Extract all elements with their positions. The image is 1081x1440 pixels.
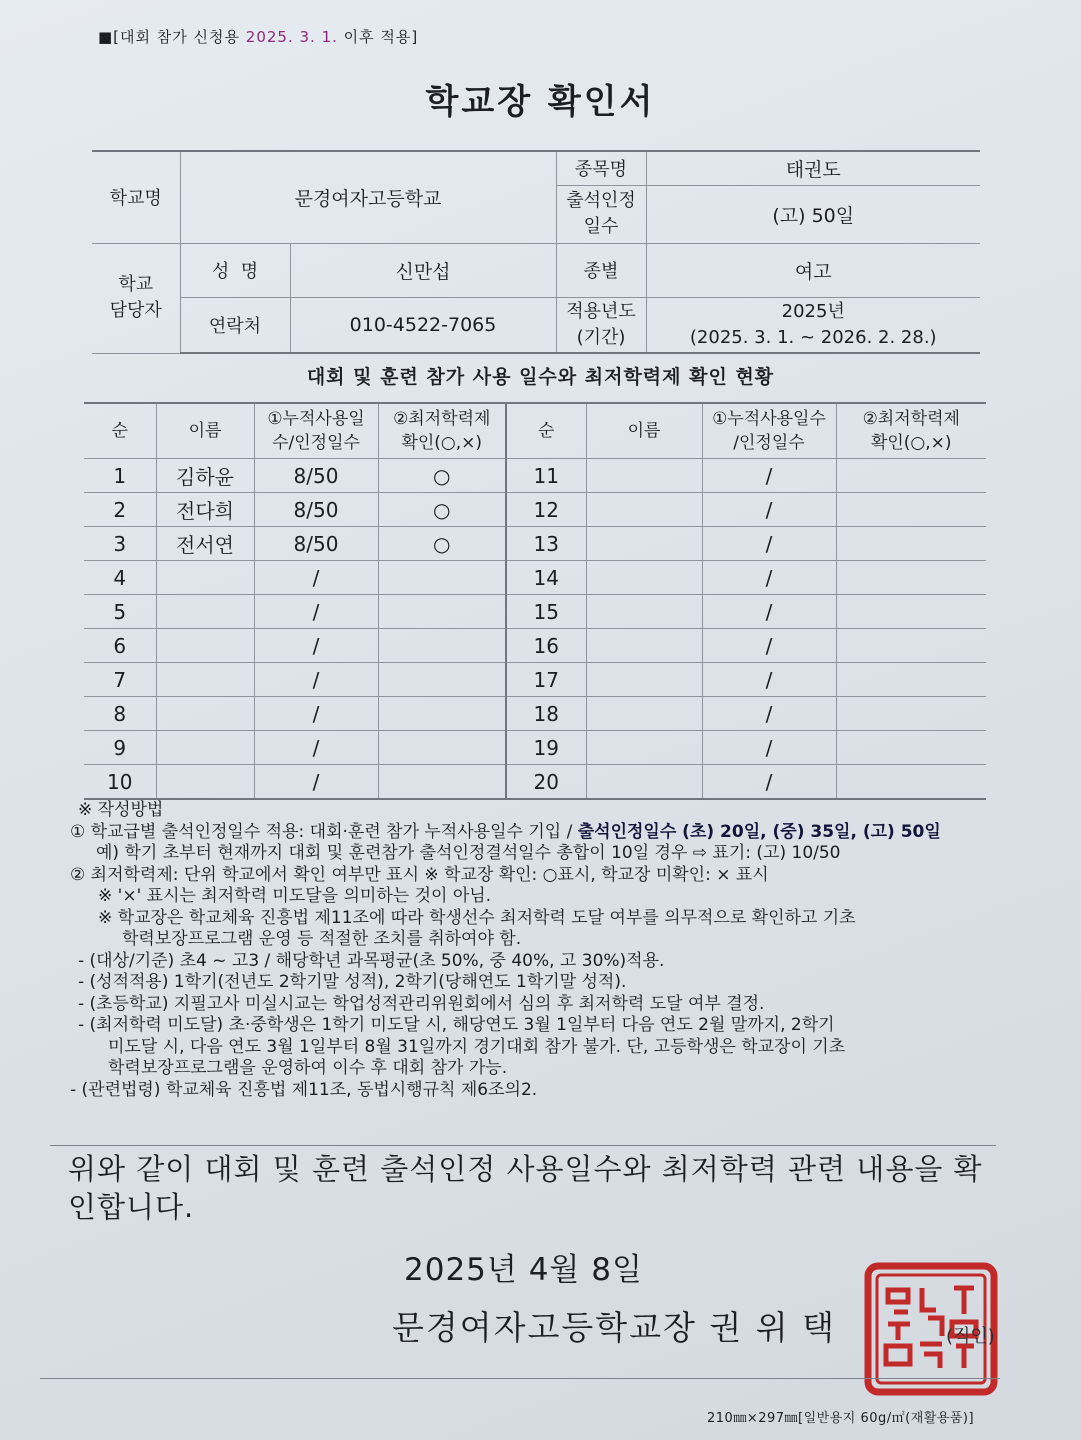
- type-label: 종별: [556, 243, 646, 297]
- row-check: ○: [378, 527, 506, 561]
- page-title: 학교장 확인서: [425, 82, 656, 122]
- row-name-2: [586, 663, 702, 697]
- roster-subtitle: 대회 및 훈련 참가 사용 일수와 최저학력제 확인 현황: [306, 366, 775, 388]
- days-value: (고) 50일: [646, 185, 980, 243]
- row-no-2: 15: [506, 595, 586, 629]
- roster-header-row: [84, 403, 986, 459]
- instruction-2: ② 최저학력제: 단위 학교에서 확인 여부만 표시 ※ 학교장 확인: ○표시, 학교장 미확인: × 표시: [70, 864, 769, 885]
- type-value: 여고: [646, 243, 980, 297]
- name-label: 성 명: [180, 243, 290, 297]
- row-no-2: 11: [506, 459, 586, 493]
- event-label: 종목명: [556, 151, 646, 185]
- header-name: 이름: [156, 403, 254, 459]
- table-row: [84, 765, 986, 800]
- row-no-2: 12: [506, 493, 586, 527]
- row-name-2: [586, 765, 702, 800]
- usage-note: [98, 26, 418, 47]
- detail-grades: - (성적적용) 1학기(전년도 2학기말 성적), 2학기(당해연도 1학기말 성적).: [78, 972, 627, 992]
- contact-label: 연락처: [180, 297, 290, 353]
- row-name: [156, 697, 254, 731]
- row-days: 8/50: [254, 459, 378, 493]
- paper-spec: 210㎜×297㎜[일반용지 60g/㎡(재활용품)]: [707, 1411, 975, 1426]
- contact-value: 010-4522-7065: [290, 297, 556, 353]
- manager-label: 학교 담당자: [92, 243, 180, 353]
- row-name: [156, 595, 254, 629]
- school-label: 학교명: [92, 151, 180, 243]
- row-check: [378, 595, 506, 629]
- row-days: /: [254, 765, 378, 800]
- row-name-2: [586, 459, 702, 493]
- instruction-1-example: 예) 학기 초부터 현재까지 대회 및 훈련참가 출석인정결석일수 총합이 10일 경우 ⇨ 표기: (고) 10/50: [96, 843, 841, 863]
- row-days-2: /: [702, 493, 836, 527]
- instruction-2-note-a: ※ '×' 표시는 최저학력 미도달을 의미하는 것이 아님.: [98, 886, 492, 906]
- row-name: [156, 629, 254, 663]
- row-no-2: 19: [506, 731, 586, 765]
- row-days: /: [254, 697, 378, 731]
- row-check: [378, 697, 506, 731]
- row-name: [156, 663, 254, 697]
- row-check-2: [836, 765, 986, 800]
- row-no: 2: [84, 493, 156, 527]
- row-name: [156, 561, 254, 595]
- header-days-2: ①누적사용일수 /인정일수: [702, 403, 836, 459]
- note-suffix: 이후 적용]: [343, 28, 419, 46]
- event-value: 태권도: [646, 151, 980, 185]
- bottom-divider: [40, 1378, 1000, 1379]
- row-no: 3: [84, 527, 156, 561]
- instructions: [70, 800, 1000, 1101]
- note-prefix: ■[대회 참가 신청용: [98, 28, 240, 46]
- row-no: 5: [84, 595, 156, 629]
- row-check: [378, 731, 506, 765]
- header-name-2: 이름: [586, 403, 702, 459]
- row-no: 1: [84, 459, 156, 493]
- row-no: 7: [84, 663, 156, 697]
- table-row: [84, 493, 986, 527]
- row-no: 4: [84, 561, 156, 595]
- header-check-2: ②최저학력제 확인(○,×): [836, 403, 986, 459]
- row-check: ○: [378, 459, 506, 493]
- row-no-2: 20: [506, 765, 586, 800]
- row-days: /: [254, 629, 378, 663]
- year-cell: [646, 297, 980, 353]
- row-check: [378, 629, 506, 663]
- signature-date: 2025년 4월 8일: [404, 1252, 643, 1288]
- row-no: 10: [84, 765, 156, 800]
- header-days: ①누적사용일 수/인정일수: [254, 403, 378, 459]
- row-check-2: [836, 561, 986, 595]
- row-no: 9: [84, 731, 156, 765]
- header-no-2: 순: [506, 403, 586, 459]
- instruction-1: [70, 822, 1000, 844]
- row-days: /: [254, 595, 378, 629]
- row-name: [156, 731, 254, 765]
- row-no-2: 16: [506, 629, 586, 663]
- period-value: (2025. 3. 1. ~ 2026. 2. 28.): [689, 326, 937, 348]
- row-name: 전다희: [156, 493, 254, 527]
- row-check-2: [836, 731, 986, 765]
- table-row: [84, 629, 986, 663]
- instruction-1-text: ① 학교급별 출석인정일수 적용: 대회·훈련 참가 누적사용일수 기입 /: [70, 821, 578, 842]
- divider: [50, 1145, 996, 1146]
- row-days-2: /: [702, 697, 836, 731]
- row-no-2: 17: [506, 663, 586, 697]
- row-check-2: [836, 493, 986, 527]
- row-no-2: 14: [506, 561, 586, 595]
- detail-below-minimum-cont2: 학력보장프로그램을 운영하여 이수 후 대회 참가 가능.: [108, 1058, 508, 1078]
- school-info-table: [92, 150, 980, 354]
- instructions-heading: ※ 작성방법: [78, 800, 164, 820]
- row-no: 8: [84, 697, 156, 731]
- row-days-2: /: [702, 595, 836, 629]
- detail-elementary: - (초등학교) 지필고사 미실시교는 학업성적관리위원회에서 심의 후 최저학력 도달 여부 결정.: [78, 993, 765, 1014]
- table-row: [84, 697, 986, 731]
- row-days-2: /: [702, 765, 836, 800]
- row-check-2: [836, 629, 986, 663]
- table-row: [84, 595, 986, 629]
- row-name: [156, 765, 254, 800]
- school-value: 문경여자고등학교: [180, 151, 556, 243]
- row-name-2: [586, 493, 702, 527]
- table-row: [84, 459, 986, 493]
- instruction-2-note-b: ※ 학교장은 학교체육 진흥법 제11조에 따라 학생선수 최저학력 도달 여부를 의무적으로 확인하고 기초: [98, 907, 856, 928]
- days-label: 출석인정 일수: [556, 185, 646, 243]
- note-date: 2025. 3. 1.: [245, 28, 338, 46]
- instruction-1-bold: 출석인정일수 (초) 20일, (중) 35일, (고) 50일: [577, 821, 941, 842]
- confirmation-text: 위와 같이 대회 및 훈련 출석인정 사용일수와 최저학력 관련 내용을 확인합니다.: [68, 1152, 983, 1224]
- name-value: 신만섭: [290, 243, 556, 297]
- row-days-2: /: [702, 731, 836, 765]
- row-name-2: [586, 595, 702, 629]
- row-days-2: /: [702, 561, 836, 595]
- detail-target: - (대상/기준) 초4 ~ 고3 / 해당학년 과목평균(초 50%, 중 40%, 고 30%)적용.: [78, 950, 665, 971]
- table-row: [84, 731, 986, 765]
- row-days-2: /: [702, 663, 836, 697]
- seal-mark-text: (직인): [946, 1326, 995, 1347]
- row-name: 김하윤: [156, 459, 254, 493]
- row-name-2: [586, 561, 702, 595]
- table-row: [84, 663, 986, 697]
- row-no-2: 18: [506, 697, 586, 731]
- official-seal-icon: [864, 1262, 998, 1396]
- row-name-2: [586, 629, 702, 663]
- year-value: 2025년: [781, 300, 845, 322]
- row-check-2: [836, 595, 986, 629]
- table-row: [84, 561, 986, 595]
- detail-below-minimum: - (최저학력 미도달) 초·중학생은 1학기 미도달 시, 해당연도 3월 1일부터 다음 연도 2월 말까지, 2학기: [78, 1015, 835, 1035]
- row-name-2: [586, 527, 702, 561]
- row-days-2: /: [702, 527, 836, 561]
- row-check: ○: [378, 493, 506, 527]
- row-days-2: /: [702, 629, 836, 663]
- row-days: /: [254, 561, 378, 595]
- row-days: /: [254, 731, 378, 765]
- row-days-2: /: [702, 459, 836, 493]
- row-check-2: [836, 663, 986, 697]
- row-name-2: [586, 731, 702, 765]
- row-days: 8/50: [254, 493, 378, 527]
- row-check-2: [836, 459, 986, 493]
- principal-signature: 문경여자고등학교장 권 위 택: [392, 1308, 837, 1347]
- year-label: 적용년도 (기간): [556, 297, 646, 353]
- row-name-2: [586, 697, 702, 731]
- row-days: /: [254, 663, 378, 697]
- row-check: [378, 765, 506, 800]
- header-no: 순: [84, 403, 156, 459]
- table-row: [84, 527, 986, 561]
- row-no-2: 13: [506, 527, 586, 561]
- row-name: 전서연: [156, 527, 254, 561]
- row-no: 6: [84, 629, 156, 663]
- detail-below-minimum-cont: 미도달 시, 다음 연도 3월 1일부터 8월 31일까지 경기대회 참가 불가. 단, 고등학생은 학교장이 기초: [108, 1036, 846, 1057]
- row-check: [378, 663, 506, 697]
- row-check-2: [836, 527, 986, 561]
- row-check-2: [836, 697, 986, 731]
- detail-law: - (관련법령) 학교체육 진흥법 제11조, 동법시행규칙 제6조의2.: [70, 1079, 538, 1100]
- header-check: ②최저학력제 확인(○,×): [378, 403, 506, 459]
- row-check: [378, 561, 506, 595]
- row-days: 8/50: [254, 527, 378, 561]
- roster-table: [84, 402, 986, 800]
- instruction-2-note-b-cont: 학력보장프로그램 운영 등 적절한 조치를 취하여야 함.: [122, 929, 522, 949]
